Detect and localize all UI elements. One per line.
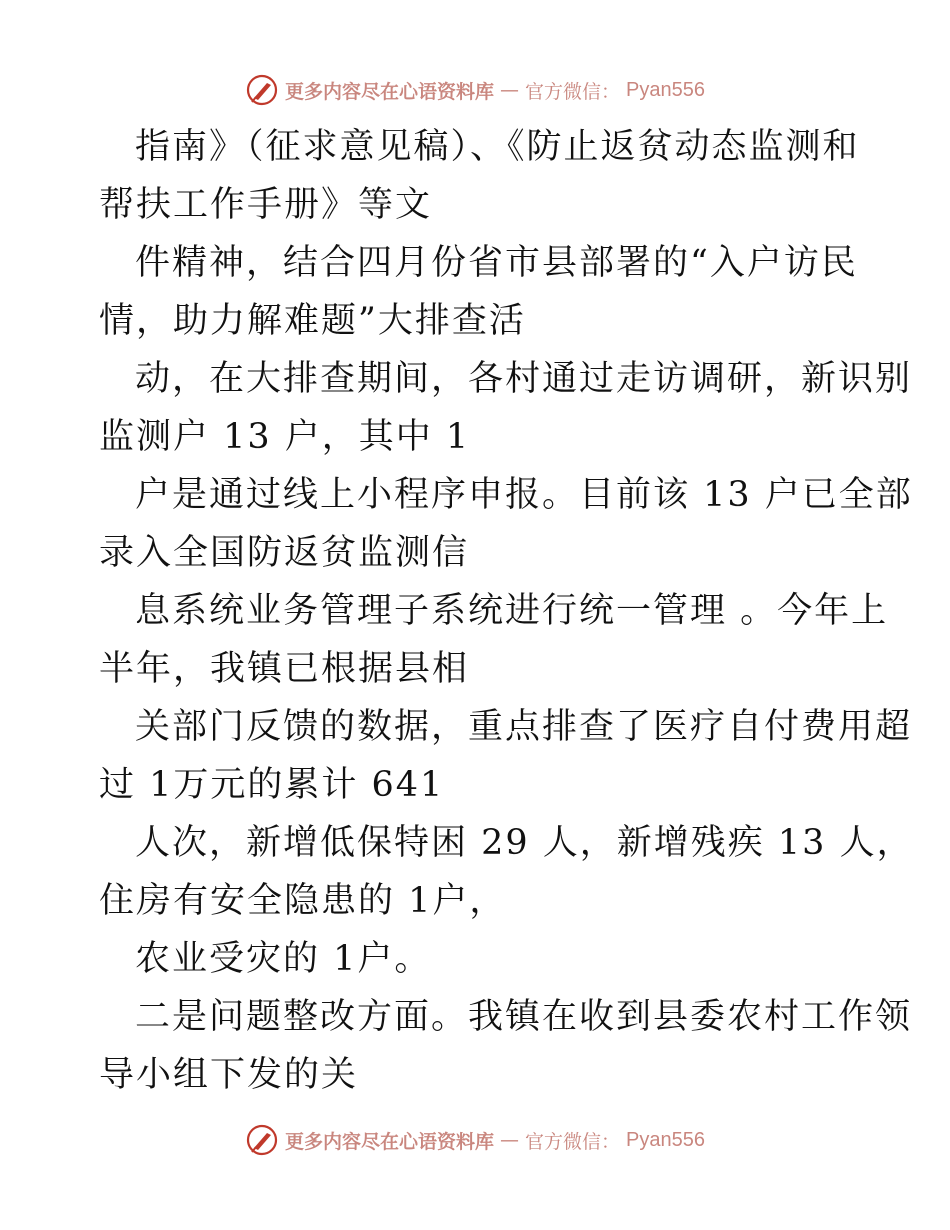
body-line: 息系统业务管理子系统进行统一管理 。今年上 <box>135 591 889 631</box>
header-wechat-id: Pyan556 <box>626 78 705 101</box>
body-line: 半年，我镇已根据县相 <box>99 649 470 689</box>
footer-watermark <box>0 1118 950 1162</box>
footer-watermark-dash: — <box>500 1129 520 1151</box>
body-line: 动，在大排查期间，各村通过走访调研，新识别 <box>135 359 913 399</box>
document-body <box>99 118 914 1104</box>
header-watermark-text: 更多内容尽在心语资料库 <box>285 80 495 103</box>
footer-wechat-id: Pyan556 <box>626 1128 705 1151</box>
body-line: 过 1万元的累计 641 <box>99 765 445 805</box>
body-line: 户是通过线上小程序申报。目前该 13 户已全部 <box>135 475 913 515</box>
body-line: 监测户 13 户，其中 1 <box>99 417 471 457</box>
body-line: 情，助力解难题”大排查活 <box>99 301 526 341</box>
body-line: 帮扶工作手册》等文 <box>99 185 433 225</box>
body-line: 指南》（征求意见稿）、《防止返贫动态监测和 <box>135 127 860 167</box>
body-line: 农业受灾的 1户。 <box>135 939 432 979</box>
body-line: 件精神，结合四月份省市县部署的“入户访民 <box>135 243 858 283</box>
footer-watermark-text: 更多内容尽在心语资料库 <box>285 1130 495 1153</box>
body-line: 二是问题整改方面。我镇在收到县委农村工作领 <box>135 997 913 1037</box>
quill-logo-icon <box>245 73 279 107</box>
header-wechat-label: 官方微信： <box>525 80 621 103</box>
quill-logo-icon <box>245 1123 279 1157</box>
footer-wechat-label: 官方微信： <box>525 1130 621 1153</box>
body-line: 人次，新增低保特困 29 人，新增残疾 13 人， <box>135 823 914 863</box>
body-line: 住房有安全隐患的 1户， <box>99 881 507 921</box>
header-watermark-dash: — <box>500 79 520 101</box>
body-line: 录入全国防返贫监测信 <box>99 533 470 573</box>
header-watermark <box>0 68 950 112</box>
body-line: 关部门反馈的数据，重点排查了医疗自付费用超 <box>135 707 913 747</box>
body-line: 导小组下发的关 <box>99 1055 359 1095</box>
